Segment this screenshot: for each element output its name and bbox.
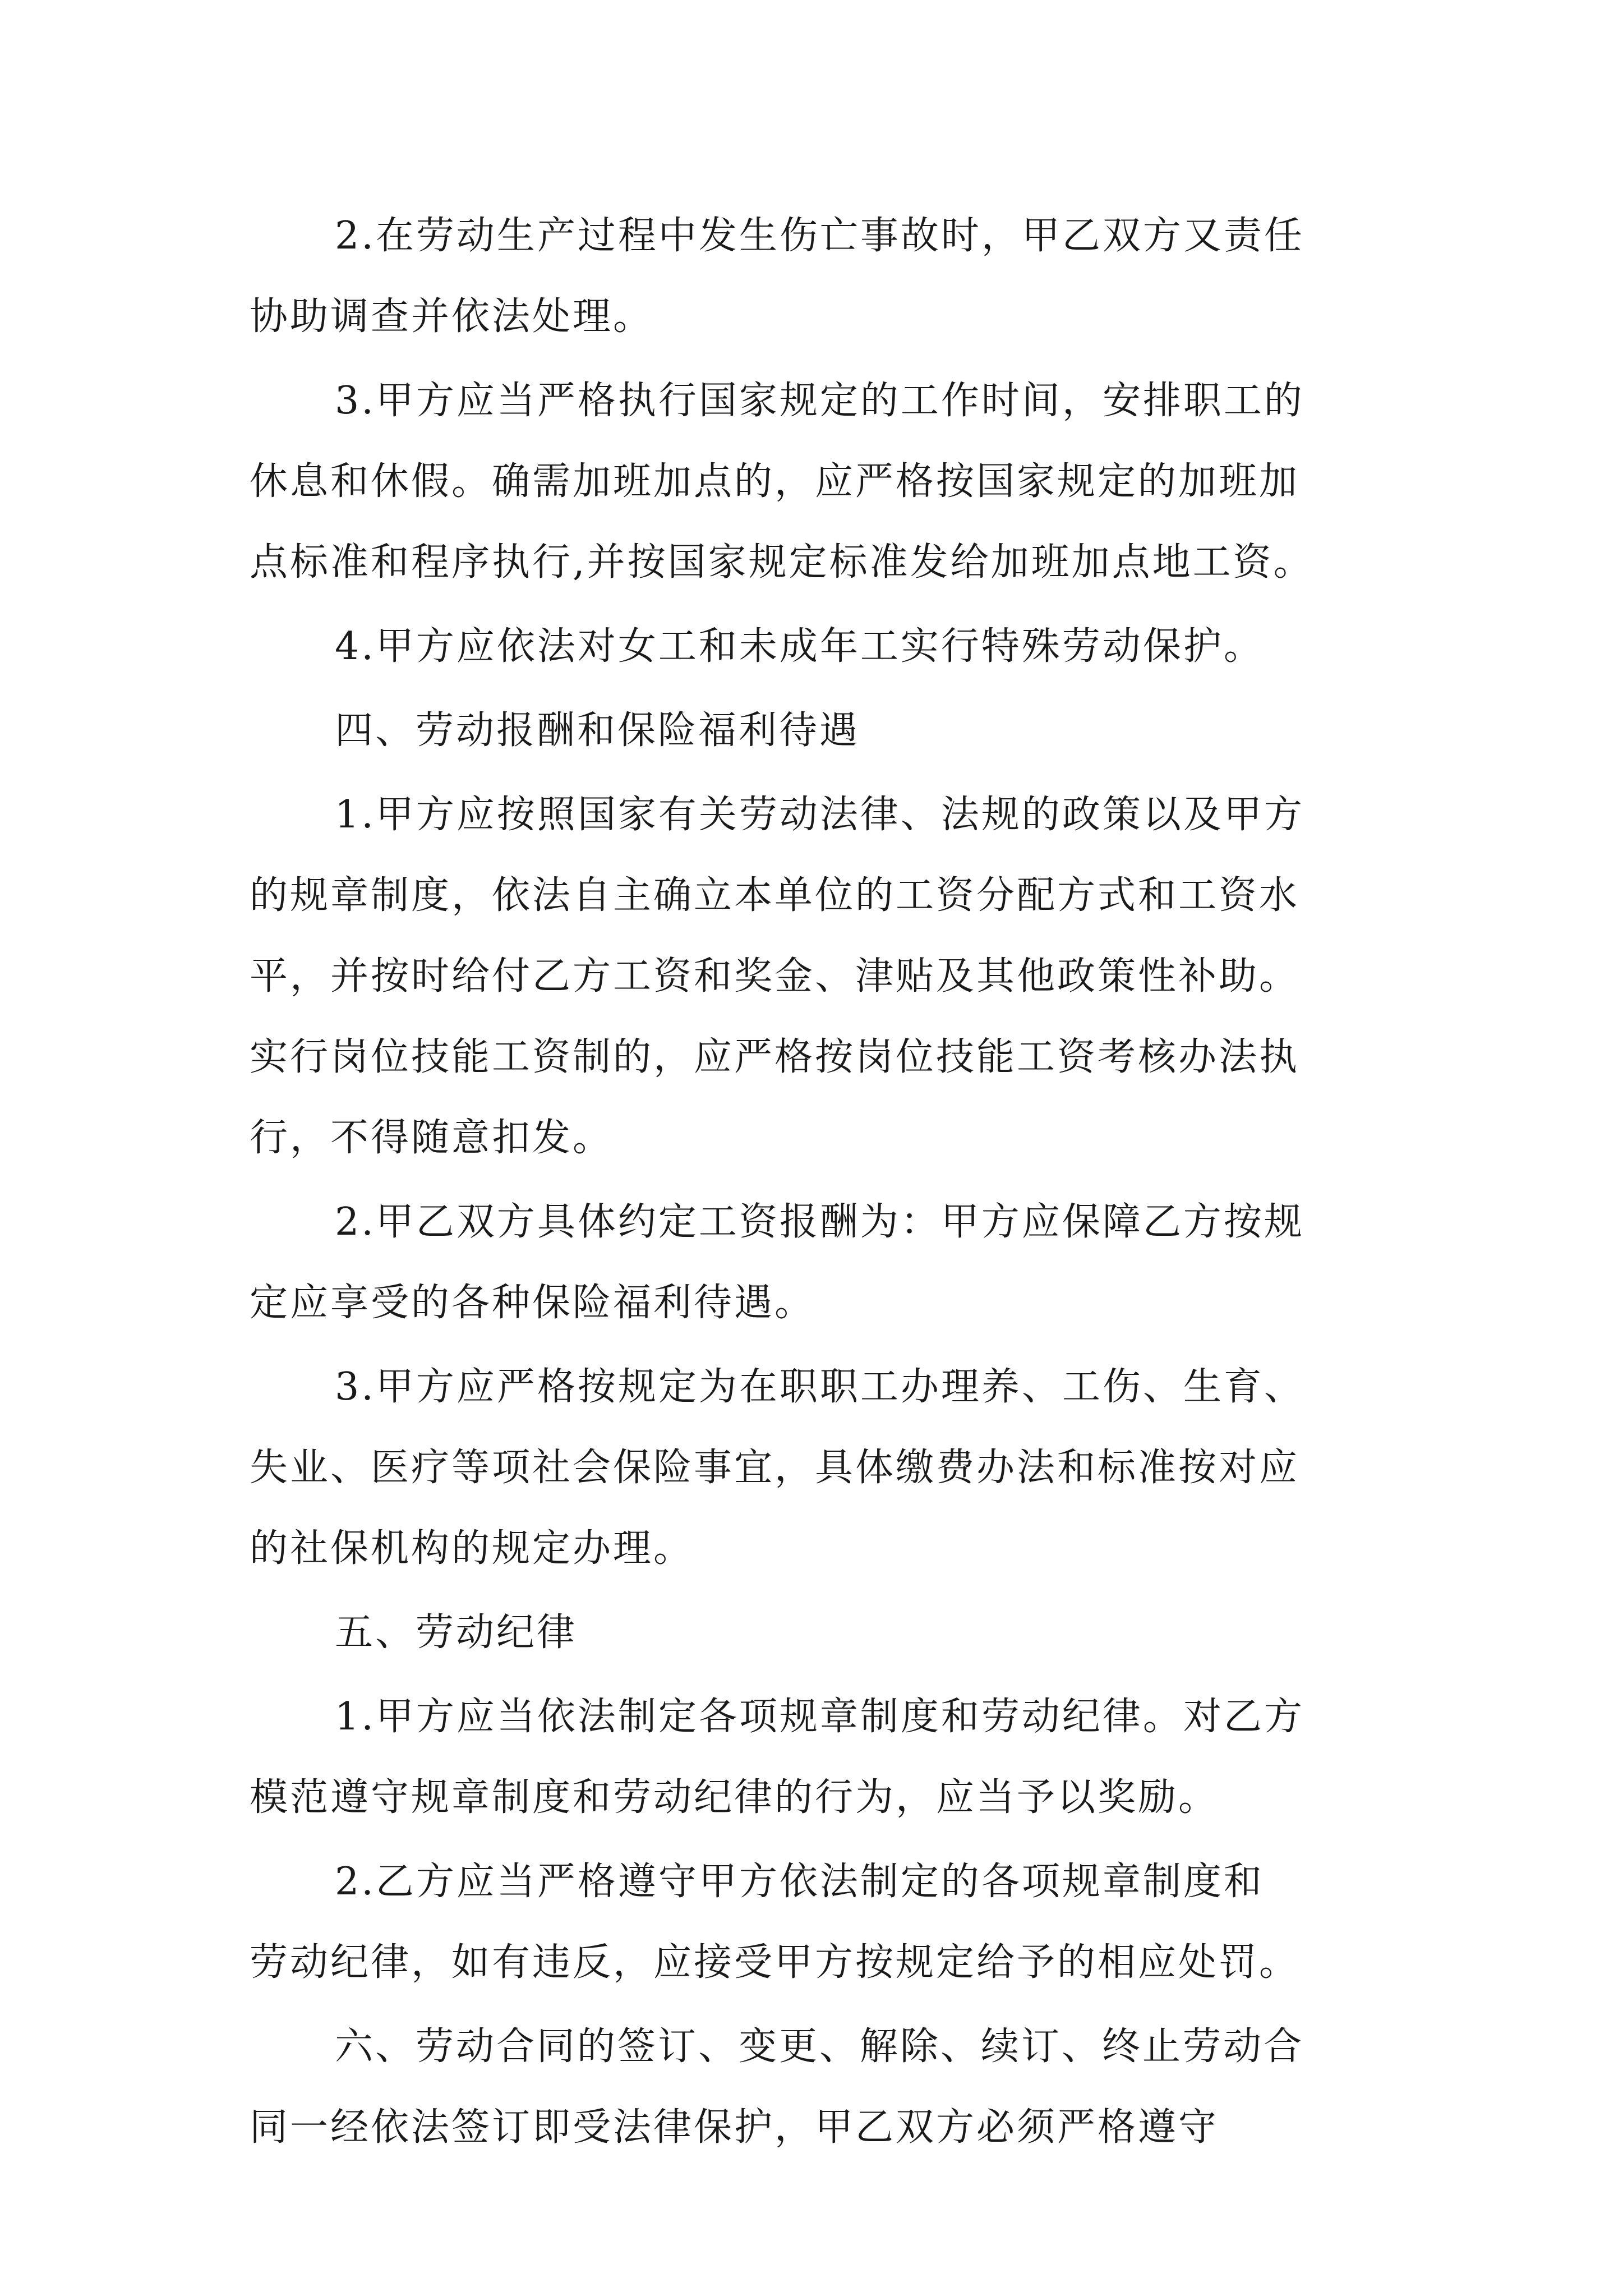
paragraph-line: 点标准和程序执行,并按国家规定标准发给加班加点地工资。 bbox=[250, 540, 1314, 585]
paragraph-line: 失业、医疗等项社会保险事宜，具体缴费办法和标准按对应 bbox=[250, 1446, 1300, 1490]
paragraph-line: 平，并按时给付乙方工资和奖金、津贴及其他政策性补助。 bbox=[250, 954, 1300, 999]
paragraph-line: 行，不得随意扣发。 bbox=[250, 1116, 614, 1160]
paragraph-line: 模范遵守规章制度和劳动纪律的行为，应当予以奖励。 bbox=[250, 1775, 1219, 1820]
paragraph-line: 的规章制度，依法自主确立本单位的工资分配方式和工资水 bbox=[250, 873, 1300, 918]
paragraph-line: 2.在劳动生产过程中发生伤亡事故时，甲乙双方又责任 bbox=[335, 214, 1304, 258]
paragraph-line: 定应享受的各种保险福利待遇。 bbox=[250, 1281, 815, 1325]
paragraph-line: 劳动纪律，如有违反，应接受甲方按规定给予的相应处罚。 bbox=[250, 1940, 1300, 1985]
paragraph-line: 3.甲方应当严格执行国家规定的工作时间，安排职工的 bbox=[335, 379, 1304, 423]
paragraph-line: 的社保机构的规定办理。 bbox=[250, 1526, 694, 1571]
paragraph-line: 4.甲方应依法对女工和未成年工实行特殊劳动保护。 bbox=[335, 624, 1264, 669]
paragraph-line: 2.甲乙双方具体约定工资报酬为：甲方应保障乙方按规 bbox=[335, 1200, 1304, 1244]
paragraph-line: 同一经依法签订即受法律保护，甲乙双方必须严格遵守 bbox=[250, 2105, 1219, 2150]
paragraph-line: 休息和休假。确需加班加点的，应严格按国家规定的加班加 bbox=[250, 459, 1300, 504]
section-heading: 四、劳动报酬和保险福利待遇 bbox=[335, 708, 860, 753]
document-body bbox=[250, 210, 1394, 2154]
section-heading: 六、劳动合同的签订、变更、解除、续订、终止劳动合 bbox=[335, 2024, 1304, 2069]
paragraph-line: 3.甲方应严格按规定为在职职工办理养、工伤、生育、 bbox=[335, 1365, 1304, 1409]
paragraph-line: 2.乙方应当严格遵守甲方依法制定的各项规章制度和 bbox=[335, 1860, 1264, 1904]
paragraph-line: 实行岗位技能工资制的，应严格按岗位技能工资考核办法执 bbox=[250, 1035, 1300, 1079]
section-heading: 五、劳动纪律 bbox=[335, 1611, 578, 1655]
paragraph-line: 1.甲方应当依法制定各项规章制度和劳动纪律。对乙方 bbox=[335, 1695, 1304, 1739]
paragraph-line: 1.甲方应按照国家有关劳动法律、法规的政策以及甲方 bbox=[335, 793, 1304, 837]
paragraph-line: 协助调查并依法处理。 bbox=[250, 295, 654, 339]
